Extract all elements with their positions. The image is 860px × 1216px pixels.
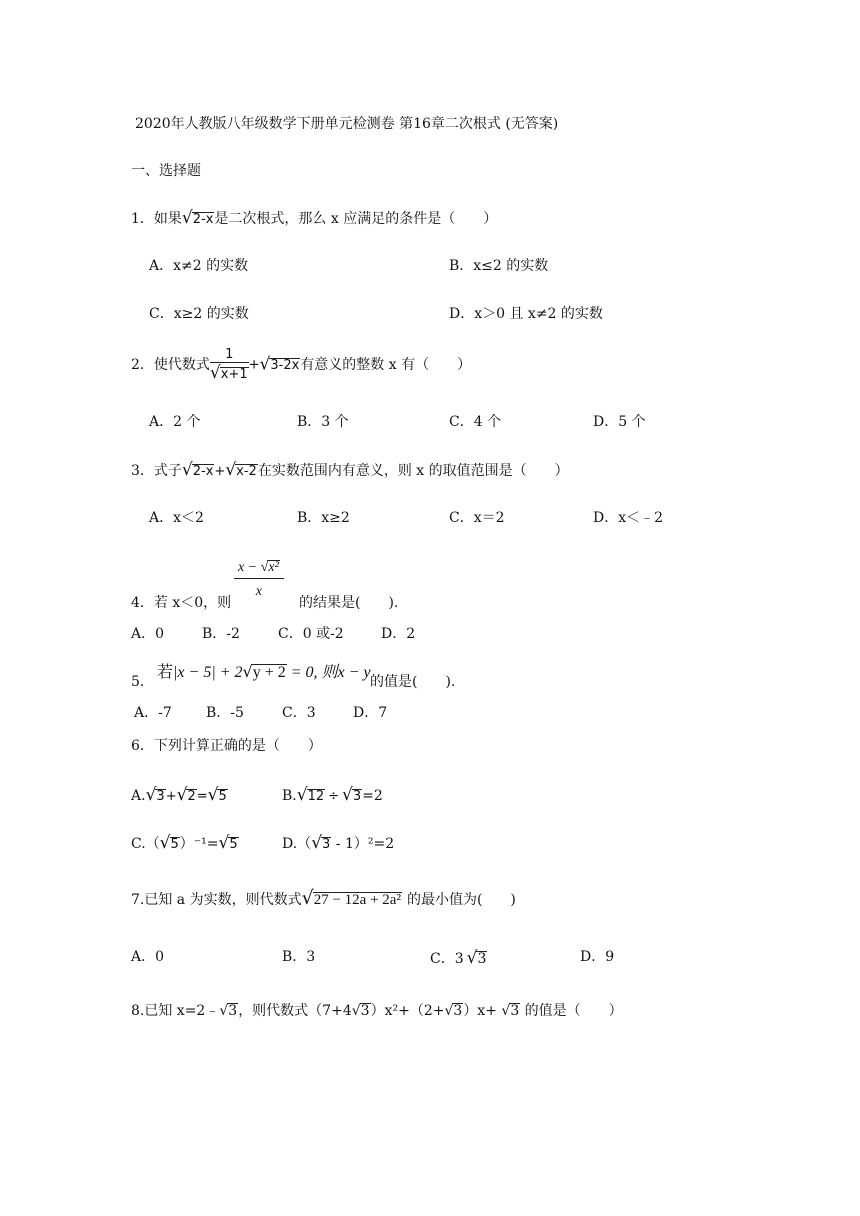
radicand: 5 — [218, 789, 227, 804]
option-b[interactable]: B．3 — [282, 949, 316, 965]
option-c[interactable]: C．x≥2 的实数 — [149, 306, 249, 322]
option-c[interactable] — [131, 835, 239, 852]
radical-sign: √ — [242, 662, 253, 681]
radical-sign: √ — [444, 1003, 454, 1019]
option-d[interactable] — [282, 835, 394, 852]
question-text: 如果 — [153, 211, 182, 227]
option-c[interactable]: C．0 或-2 — [278, 626, 344, 642]
question-text: 的最小值为( ) — [406, 892, 516, 908]
question-text: ）x+ — [463, 1003, 502, 1019]
option-label: C.（ — [131, 836, 160, 852]
radical-sign: √ — [209, 363, 221, 383]
question-4-tail: 的结果是( ). — [299, 595, 399, 611]
radicand: 3 — [352, 789, 362, 804]
option-a[interactable] — [131, 787, 228, 804]
option-b[interactable]: B．-2 — [202, 626, 240, 642]
radicand: 2 — [187, 789, 196, 804]
radicand: 3 — [477, 951, 487, 967]
question-number: 2． — [131, 357, 154, 373]
question-number: 7. — [131, 892, 145, 908]
question-1 — [131, 210, 497, 227]
fraction-denominator: x — [255, 584, 262, 599]
option-b[interactable]: B．3 个 — [297, 414, 349, 430]
question-5-expression — [157, 664, 371, 681]
option-c[interactable]: C．x＝2 — [449, 510, 505, 526]
question-text: 式子 — [153, 463, 182, 479]
radicand: 3 — [156, 789, 165, 804]
option-label: A. — [131, 788, 146, 804]
radical-sign: √ — [219, 1003, 229, 1019]
question-text: 若 — [157, 662, 174, 681]
option-c[interactable] — [430, 950, 487, 967]
radical-sign: √ — [218, 833, 230, 853]
radicand: 3 — [510, 1003, 520, 1019]
radical-sign: √ — [311, 833, 323, 853]
question-text: 下列计算正确的是（ ） — [153, 738, 322, 754]
question-8 — [131, 1003, 623, 1018]
exponent-text: ）⁻¹= — [179, 836, 219, 852]
option-d[interactable]: D．x＜﹣2 — [593, 510, 664, 526]
math-expression: |x − 5| + 2 — [173, 664, 243, 681]
question-4-fraction — [234, 560, 284, 599]
question-text: 有意义的整数 x 有（ ） — [300, 357, 472, 373]
question-7 — [131, 889, 516, 908]
option-a[interactable]: A．0 — [131, 626, 165, 642]
question-3 — [131, 462, 569, 479]
question-5-number: 5． — [131, 674, 154, 690]
radical-sign: √ — [176, 785, 188, 805]
question-number: 1． — [131, 211, 154, 227]
section-heading: 一、选择题 — [131, 163, 201, 179]
option-tail: - 1）²=2 — [331, 836, 395, 852]
question-text: 已知 x=2﹣ — [144, 1003, 220, 1019]
equals-text: =2 — [362, 788, 383, 804]
plus-sign: + — [214, 464, 226, 479]
option-a[interactable]: A．-7 — [134, 705, 172, 721]
option-a[interactable]: A．x≠2 的实数 — [149, 258, 249, 274]
radical-sign: √ — [260, 560, 269, 575]
option-label: C．3 — [430, 951, 464, 967]
option-d[interactable]: D．7 — [353, 705, 388, 721]
document-title: 2020年人教版八年级数学下册单元检测卷 第16章二次根式 (无答案) — [135, 116, 559, 132]
option-b[interactable]: B．x≥2 — [297, 510, 350, 526]
option-a[interactable]: A．2 个 — [149, 414, 201, 430]
question-text: ，则代数式（7+4 — [238, 1003, 352, 1019]
radical-sign: √ — [225, 460, 237, 480]
question-text: 在实数范围内有意义，则 x 的取值范围是（ ） — [257, 463, 569, 479]
question-text: 已知 a 为实数，则代数式 — [144, 892, 302, 908]
radical-sign: √ — [159, 833, 171, 853]
equals-sign: = — [196, 789, 208, 804]
radicand: y + 2 — [252, 664, 286, 681]
option-a[interactable]: A．x＜2 — [149, 510, 204, 526]
radicand: x+1 — [220, 367, 248, 382]
question-text: 是二次根式，那么 x 应满足的条件是（ ） — [214, 211, 498, 227]
radical-sign: √ — [342, 785, 353, 805]
question-5-tail: 的值是( ). — [370, 674, 456, 690]
question-number: 4． — [131, 595, 154, 611]
plus-sign: + — [165, 789, 177, 804]
option-d[interactable]: D．9 — [580, 949, 615, 965]
question-text: 若 x＜0，则 — [153, 595, 232, 611]
question-number: 8. — [131, 1003, 145, 1019]
radicand: 3 — [453, 1003, 463, 1019]
question-2 — [131, 348, 471, 382]
radicand: 2-x — [192, 464, 214, 479]
numerator-term: x − — [238, 560, 261, 575]
option-d[interactable]: D．5 个 — [593, 414, 646, 430]
radical-sign: √ — [351, 1003, 361, 1019]
fraction-numerator — [234, 560, 284, 579]
question-6 — [131, 739, 322, 753]
question-text: ）x²+（2+ — [370, 1003, 445, 1019]
radical-sign: √ — [501, 1003, 511, 1019]
question-text: 的值是（ ） — [520, 1003, 623, 1019]
option-c[interactable]: C．3 — [282, 705, 316, 721]
option-d[interactable]: D．2 — [381, 626, 416, 642]
radical-sign: √ — [181, 208, 193, 228]
radicand: 3 — [322, 837, 331, 852]
option-c[interactable]: C．4 个 — [449, 414, 502, 430]
radicand: 2-x — [192, 212, 214, 227]
question-4 — [131, 596, 231, 610]
option-b[interactable] — [282, 787, 383, 804]
option-d[interactable]: D．x＞0 且 x≠2 的实数 — [449, 306, 603, 322]
radical-sign: √ — [259, 354, 271, 375]
radical-sign: √ — [466, 948, 478, 968]
radicand: 3 — [228, 1003, 238, 1019]
fraction-denominator — [210, 363, 249, 382]
divide-sign: ÷ — [328, 789, 340, 804]
radicand: 3-2x — [270, 358, 300, 373]
question-number: 3． — [131, 463, 154, 479]
fraction-numerator: 1 — [210, 348, 249, 363]
option-a[interactable]: A．0 — [131, 949, 165, 965]
radicand: x-2 — [236, 464, 257, 479]
option-b[interactable]: B．-5 — [206, 705, 244, 721]
option-b[interactable]: B．x≤2 的实数 — [449, 258, 549, 274]
fraction — [234, 560, 284, 599]
question-number: 6． — [131, 738, 154, 754]
radical-sign: √ — [145, 785, 157, 805]
radicand: 5 — [170, 837, 179, 852]
option-label: D.（ — [282, 836, 312, 852]
math-expression: = 0, 则x − y — [286, 664, 371, 681]
radical-sign: √ — [301, 887, 314, 909]
radicand: x² — [268, 560, 279, 575]
radicand: 5 — [229, 837, 238, 852]
question-text: 使代数式 — [153, 357, 210, 373]
fraction — [210, 348, 249, 382]
option-label: B. — [282, 788, 297, 804]
radicand: 3 — [360, 1003, 370, 1019]
plus-sign: + — [248, 357, 260, 373]
radicand: 27 − 12a + 2a² — [313, 892, 401, 908]
radical-sign: √ — [181, 460, 193, 480]
radicand: 12 — [307, 789, 325, 804]
radical-sign: √ — [296, 785, 308, 805]
radical-sign: √ — [207, 785, 219, 805]
